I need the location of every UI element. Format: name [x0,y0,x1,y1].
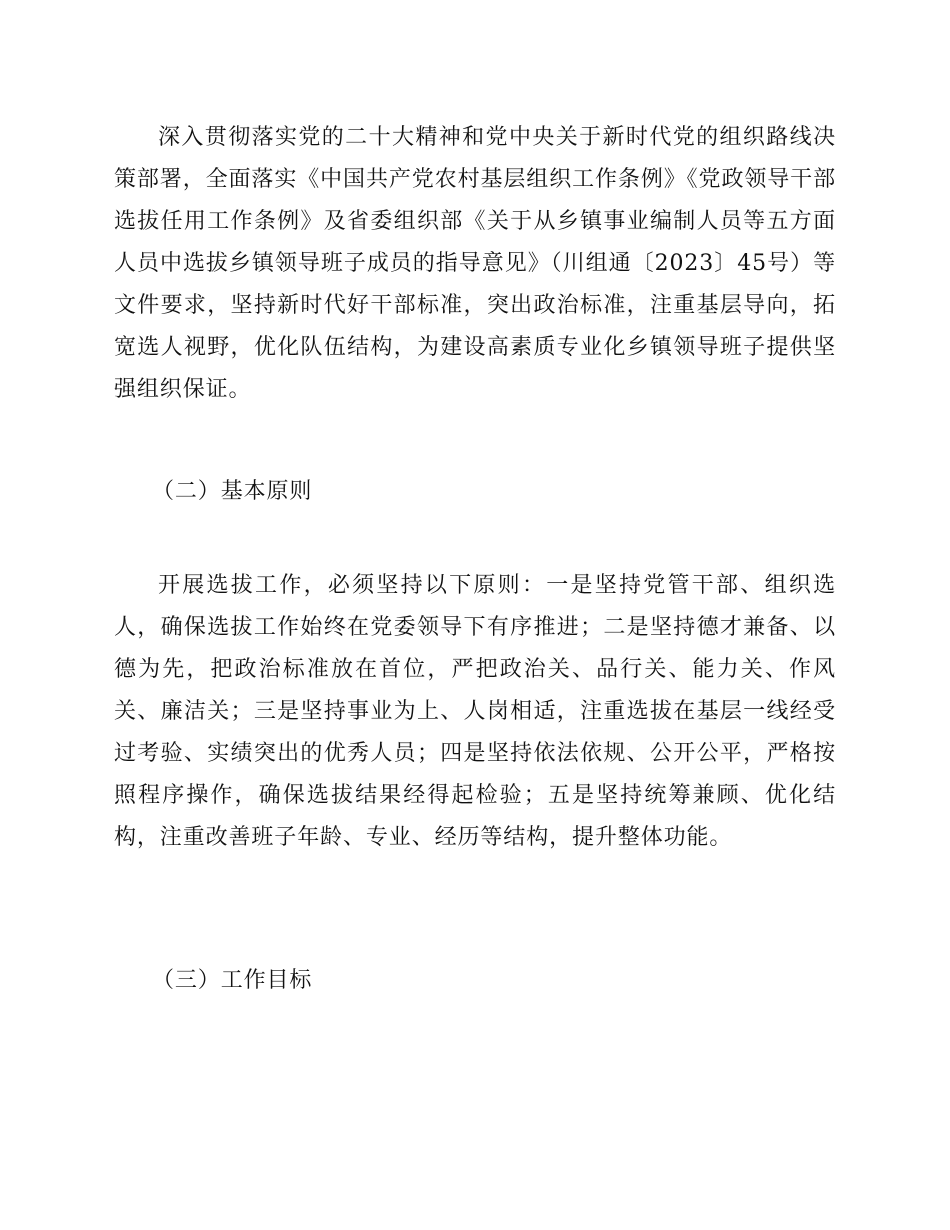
body-paragraph-guiding-ideology: 深入贯彻落实党的二十大精神和党中央关于新时代党的组织路线决策部署，全面落实《中国共产党农村基层组织工作条例》《党政领导干部选拔任用工作条例》及省委组织部《关于从乡镇事业编制人员等五方面人员中选拔乡镇领导班子成员的指导意见》（川组通〔2023〕45号）等文件要求，坚持新时代好干部标准，突出政治标准，注重基层导向，拓宽选人视野，优化队伍结构，为建设高素质专业化乡镇领导班子提供坚强组织保证。 [114,125,836,402]
body-paragraph-principles: 开展选拔工作，必须坚持以下原则：一是坚持党管干部、组织选人，确保选拔工作始终在党委领导下有序推进；二是坚持德才兼备、以德为先，把政治标准放在首位，严把政治关、品行关、能力关、作风关、廉洁关；三是坚持事业为上、人岗相适，注重选拔在基层一线经受过考验、实绩突出的优秀人员；四是坚持依法依规、公开公平，严格按照程序操作，确保选拔结果经得起检验；五是坚持统筹兼顾、优化结构，注重改善班子年龄、专业、经历等结构，提升整体功能。 [114,573,836,850]
section-heading-basic-principles: （二）基本原则 [152,479,313,504]
section-heading-work-goals: （三）工作目标 [152,968,313,993]
